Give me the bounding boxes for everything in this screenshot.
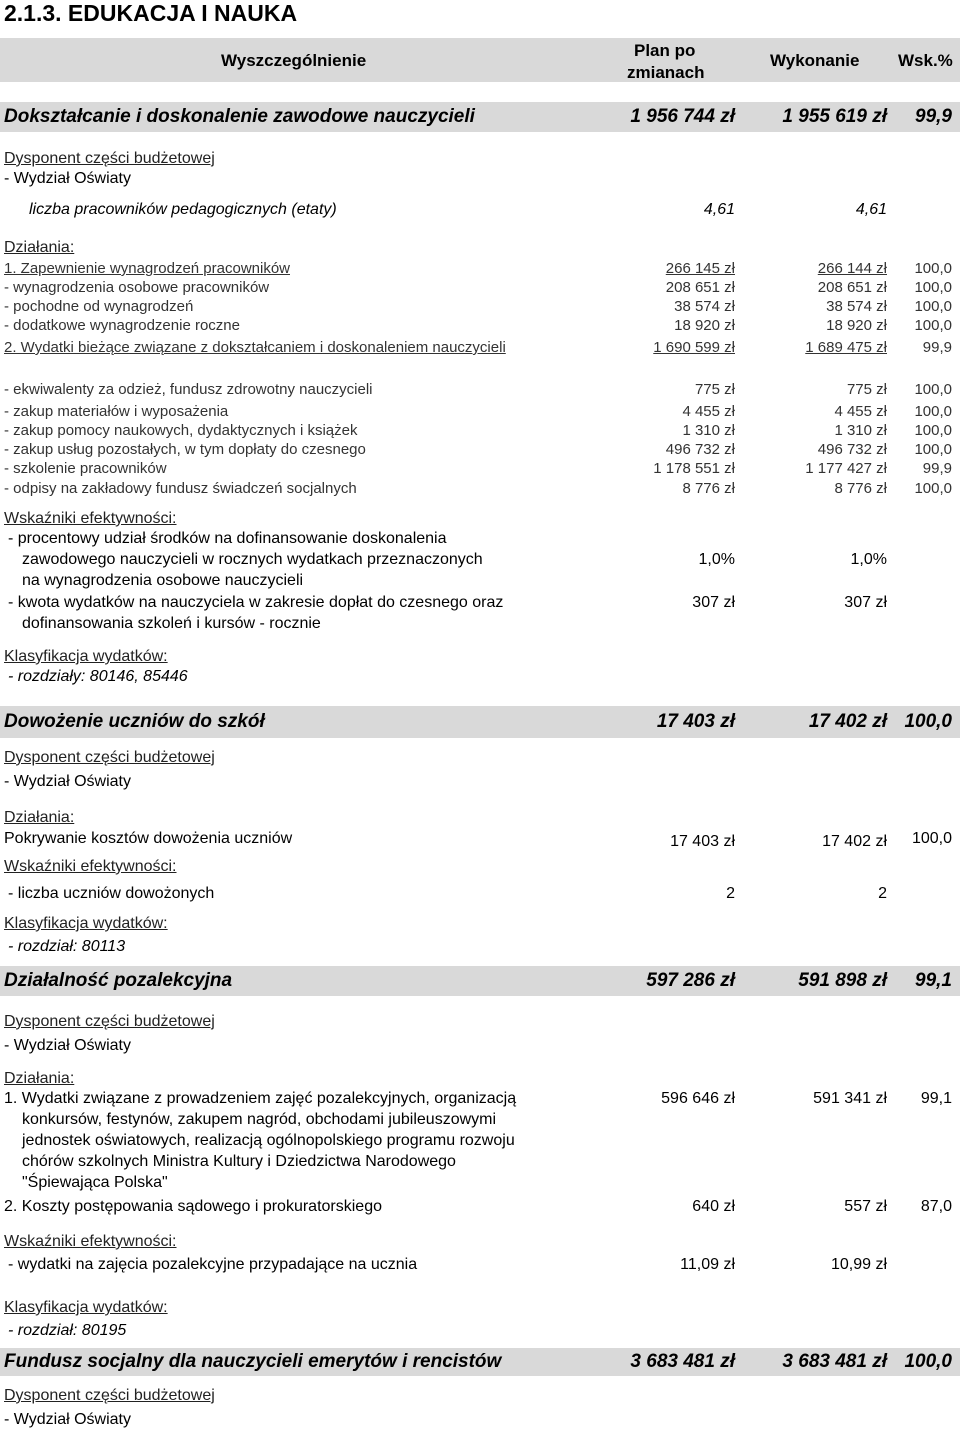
- action-line: 1. Wydatki związane z prowadzeniem zajęć pozalekcyjnych, organizacją: [4, 1090, 517, 1107]
- row-wsk: 99,9: [922, 339, 952, 356]
- row-label: 2. Wydatki bieżące związane z dokształcaniem i doskonaleniem nauczycieli: [4, 339, 506, 356]
- row-plan: 8 776 zł: [682, 480, 735, 497]
- indicator-line: dofinansowania szkoleń i kursów - rocznie: [22, 615, 321, 632]
- row-plan: 266 145 zł: [665, 260, 735, 277]
- action-line: konkursów, festynów, zakupem nagród, obchodami jubileuszowymi: [22, 1111, 497, 1128]
- header-plan-2: zmianach: [627, 63, 705, 82]
- section-wsk: 99,9: [915, 106, 952, 127]
- klasyfikacja-label: Klasyfikacja wydatków:: [4, 915, 168, 932]
- section-title: Dowożenie uczniów do szkół: [4, 711, 265, 732]
- row-wykonanie: 1 177 427 zł: [805, 460, 887, 477]
- indicator-wykonanie: 10,99 zł: [830, 1256, 887, 1273]
- row-label: - zakup usług pozostałych, w tym dopłaty do czesnego: [4, 441, 366, 458]
- indicator-line: - procentowy udział środków na dofinansowanie doskonalenia: [8, 530, 447, 547]
- action-wykonanie: 557 zł: [844, 1198, 887, 1215]
- indicator-plan: 2: [726, 885, 735, 902]
- row-label: - zakup materiałów i wyposażenia: [4, 403, 229, 420]
- dysponent-label: Dysponent części budżetowej: [4, 1387, 215, 1404]
- indicator-line: zawodowego nauczycieli w rocznych wydatkach przeznaczonych: [22, 551, 483, 568]
- klasyfikacja-label: Klasyfikacja wydatków:: [4, 1299, 168, 1316]
- header-wykonanie: Wykonanie: [770, 51, 860, 70]
- section-plan: 597 286 zł: [646, 970, 735, 991]
- row-wykonanie: 496 732 zł: [817, 441, 887, 458]
- wydzial-label: - Wydział Oświaty: [4, 1411, 131, 1428]
- row-plan: 38 574 zł: [674, 298, 735, 315]
- row-wsk: 99,9: [922, 460, 952, 477]
- section-plan: 17 403 zł: [656, 711, 735, 732]
- indicator-plan: 11,09 zł: [680, 1256, 735, 1273]
- dysponent-label: Dysponent części budżetowej: [4, 150, 215, 167]
- row-plan: 4 455 zł: [682, 403, 735, 420]
- klasyfikacja-value: - rozdział: 80195: [8, 1322, 127, 1339]
- section-wsk: 100,0: [904, 1351, 952, 1372]
- header-wyszczegolnienie: Wyszczególnienie: [221, 51, 367, 70]
- indicator-wykonanie: 2: [878, 885, 887, 902]
- wskazniki-label: Wskaźniki efektywności:: [4, 858, 177, 875]
- klasyfikacja-value: - rozdziały: 80146, 85446: [8, 668, 188, 685]
- dzialania-label: Działania:: [4, 809, 75, 826]
- row-wsk: 100,0: [914, 298, 952, 315]
- indicator-line: - liczba uczniów dowożonych: [8, 885, 215, 902]
- section-wsk: 99,1: [915, 970, 952, 991]
- row-wykonanie: 4 455 zł: [834, 403, 887, 420]
- indicator-plan: 307 zł: [692, 594, 735, 611]
- indicator-wykonanie: 307 zł: [844, 594, 887, 611]
- indicator-line: - wydatki na zajęcia pozalekcyjne przypadające na ucznia: [8, 1256, 418, 1273]
- indicator-wykonanie: 1,0%: [850, 551, 887, 568]
- row-wykonanie: 8 776 zł: [834, 480, 887, 497]
- section-title: Dokształcanie i doskonalenie zawodowe nauczycieli: [4, 106, 475, 127]
- dzialania-label: Działania:: [4, 239, 75, 256]
- section-title: Fundusz socjalny dla nauczycieli emerytów i rencistów: [4, 1351, 502, 1372]
- row-plan: 1 310 zł: [682, 422, 735, 439]
- row-label: - wynagrodzenia osobowe pracowników: [4, 279, 270, 296]
- section-wykonanie: 3 683 481 zł: [782, 1351, 887, 1372]
- action-line: "Śpiewająca Polska": [22, 1174, 168, 1191]
- section-wykonanie: 591 898 zł: [798, 970, 887, 991]
- action-label: Pokrywanie kosztów dowożenia uczniów: [4, 830, 293, 847]
- wskazniki-label: Wskaźniki efektywności:: [4, 1233, 177, 1250]
- row-wsk: 100,0: [914, 381, 952, 398]
- row-label: - ekwiwalenty za odzież, fundusz zdrowotny nauczycieli: [4, 381, 373, 398]
- wydzial-label: - Wydział Oświaty: [4, 773, 131, 790]
- row-plan: 1 690 599 zł: [653, 339, 735, 356]
- action-line: 2. Koszty postępowania sądowego i prokuratorskiego: [4, 1198, 382, 1215]
- row-label: - zakup pomocy naukowych, dydaktycznych i książek: [4, 422, 358, 439]
- wydzial-label: - Wydział Oświaty: [4, 1037, 131, 1054]
- row-label: - pochodne od wynagrodzeń: [4, 298, 194, 315]
- action-wykonanie: 17 402 zł: [822, 833, 887, 850]
- wydzial-label: - Wydział Oświaty: [4, 170, 131, 187]
- row-label: - dodatkowe wynagrodzenie roczne: [4, 317, 240, 334]
- row-plan: 1 178 551 zł: [653, 460, 735, 477]
- row-wykonanie: 38 574 zł: [826, 298, 887, 315]
- action-wsk: 100,0: [911, 830, 952, 847]
- row-wykonanie: 775 zł: [846, 381, 887, 398]
- section-plan: 1 956 744 zł: [630, 106, 735, 127]
- row-wsk: 100,0: [914, 260, 952, 277]
- section-title: Działalność pozalekcyjna: [4, 970, 233, 991]
- row-plan: 208 651 zł: [665, 279, 735, 296]
- row-wykonanie: 18 920 zł: [826, 317, 887, 334]
- action-plan: 17 403 zł: [670, 833, 735, 850]
- action-line: jednostek oświatowych, realizacją ogólnopolskiego programu rozwoju: [22, 1132, 515, 1149]
- row-label: 1. Zapewnienie wynagrodzeń pracowników: [4, 260, 290, 277]
- row-wsk: 100,0: [914, 480, 952, 497]
- section-wykonanie: 1 955 619 zł: [782, 106, 887, 127]
- section-plan: 3 683 481 zł: [630, 1351, 735, 1372]
- etaty-plan: 4,61: [703, 201, 735, 218]
- header-wsk: Wsk.%: [898, 51, 953, 70]
- row-plan: 775 zł: [694, 381, 735, 398]
- wskazniki-label: Wskaźniki efektywności:: [4, 510, 177, 527]
- section-wykonanie: 17 402 zł: [808, 711, 887, 732]
- action-wsk: 87,0: [920, 1198, 952, 1215]
- row-wsk: 100,0: [914, 441, 952, 458]
- klasyfikacja-label: Klasyfikacja wydatków:: [4, 648, 168, 665]
- dysponent-label: Dysponent części budżetowej: [4, 749, 215, 766]
- indicator-plan: 1,0%: [698, 551, 735, 568]
- row-wsk: 100,0: [914, 403, 952, 420]
- section-wsk: 100,0: [904, 711, 952, 732]
- etaty-label: liczba pracowników pedagogicznych (etaty): [29, 201, 337, 218]
- action-plan: 640 zł: [692, 1198, 735, 1215]
- row-wsk: 100,0: [914, 422, 952, 439]
- dysponent-label: Dysponent części budżetowej: [4, 1013, 215, 1030]
- row-wsk: 100,0: [914, 317, 952, 334]
- page-title: 2.1.3. EDUKACJA I NAUKA: [4, 0, 298, 26]
- row-wykonanie: 1 310 zł: [834, 422, 887, 439]
- indicator-line: na wynagrodzenia osobowe nauczycieli: [22, 572, 304, 589]
- indicator-line: - kwota wydatków na nauczyciela w zakresie dopłat do czesnego oraz: [8, 594, 504, 611]
- row-wykonanie: 208 651 zł: [817, 279, 887, 296]
- etaty-wykonanie: 4,61: [855, 201, 887, 218]
- action-wykonanie: 591 341 zł: [813, 1090, 887, 1107]
- header-plan: Plan po: [634, 41, 696, 60]
- row-wykonanie: 1 689 475 zł: [805, 339, 887, 356]
- action-wsk: 99,1: [920, 1090, 952, 1107]
- dzialania-label: Działania:: [4, 1070, 75, 1087]
- action-plan: 596 646 zł: [661, 1090, 735, 1107]
- klasyfikacja-value: - rozdział: 80113: [8, 938, 126, 955]
- row-label: - szkolenie pracowników: [4, 460, 167, 477]
- row-wykonanie: 266 144 zł: [817, 260, 887, 277]
- row-wsk: 100,0: [914, 279, 952, 296]
- row-plan: 18 920 zł: [674, 317, 735, 334]
- row-plan: 496 732 zł: [665, 441, 735, 458]
- action-line: chórów szkolnych Ministra Kultury i Dziedzictwa Narodowego: [22, 1153, 456, 1170]
- row-label: - odpisy na zakładowy fundusz świadczeń socjalnych: [4, 480, 357, 497]
